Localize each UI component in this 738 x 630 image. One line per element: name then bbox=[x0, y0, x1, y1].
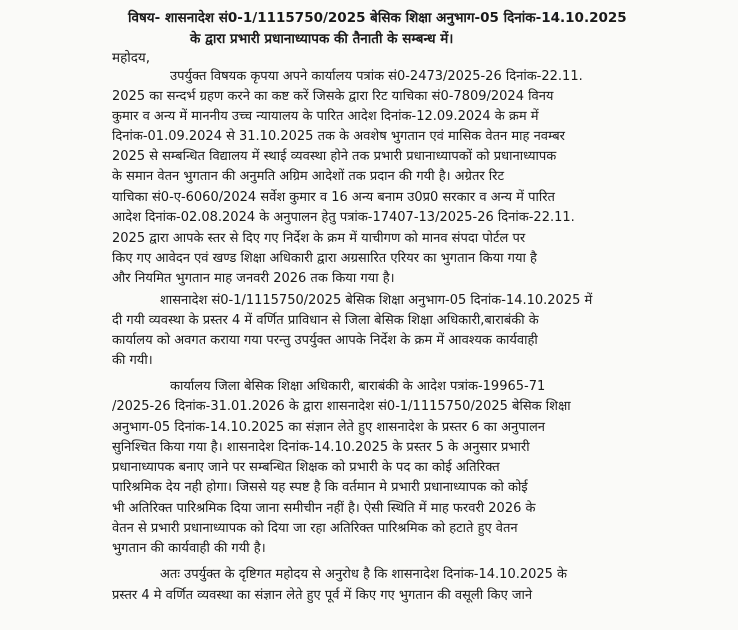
paragraph-1-line: आदेश दिनांक-02.08.2024 के अनुपालन हेतु पत्रांक-17407-13/2025-26 दिनांक-22.11. bbox=[112, 210, 575, 225]
paragraph-2-line: कार्यालय को अवगत कराया गया परन्तु उपर्युक्त आपके निर्देश के क्रम में आवश्यक कार्यवाही bbox=[112, 333, 538, 348]
paragraph-3-line: /2025-26 दिनांक-31.01.2026 के द्वारा शासनादेश सं0-1/1115750/2025 बेसिक शिक्षा bbox=[112, 399, 571, 414]
paragraph-3-line: कार्यालय जिला बेसिक शिक्षा अधिकारी, बाराबंकी के आदेश पत्रांक-19965-71 bbox=[170, 379, 546, 394]
paragraph-1-line: कुमार व अन्य में माननीय उच्च न्यायालय के पारित आदेश दिनांक-12.09.2024 के क्रम में bbox=[112, 109, 539, 124]
paragraph-1-line: किए गए आवेदन एवं खण्ड शिक्षा अधिकारी द्वारा अग्रसारित एरियर का भुगतान किया गया है bbox=[112, 251, 537, 266]
paragraph-1-line: 2025 का सन्दर्भ ग्रहण करने का कष्ट करें जिसके द्वारा रिट याचिका सं0-7809/2024 विनय bbox=[112, 89, 554, 104]
paragraph-1-line: याचिका सं0-ए-6060/2024 सर्वेश कुमार व 16 अन्य बनाम उ0प्र0 सरकार व अन्य में पारित bbox=[112, 190, 555, 205]
paragraph-1-line: 2025 द्वारा आपके स्तर से दिए गए निर्देश के क्रम में याचीगण को मानव संपदा पोर्टल पर bbox=[112, 231, 526, 246]
paragraph-3-line: प्रधानाध्यापक बनाए जाने पर सम्बन्धित शिक्षक को प्रभारी के पद का कोई अतिरिक्त bbox=[112, 460, 500, 475]
paragraph-1-line: उपर्युक्त विषयक कृपया अपने कार्यालय पत्रांक सं0-2473/2025-26 दिनांक-22.11. bbox=[170, 69, 583, 84]
paragraph-4-line: अतः उपर्युक्त के दृष्टिगत महोदय से अनुरोध है कि शासनादेश दिनांक-14.10.2025 के bbox=[160, 567, 568, 582]
paragraph-3-line: वेतन से प्रभारी प्रधानाध्यापक को दिया जा रहा अतिरिक्त पारिश्रमिक को हटाते हुए वेतन bbox=[112, 521, 518, 536]
paragraph-1-line: और नियमित भुगतान माह जनवरी 2026 तक किया गया है। bbox=[112, 271, 395, 286]
salutation: महोदय, bbox=[112, 50, 151, 66]
paragraph-3-line: सुनिश्चित किया गया है। शासनादेश दिनांक-14.10.2025 के प्रस्तर 5 के अनुसार प्रभारी bbox=[112, 440, 530, 455]
paragraph-3-line: भी अतिरिक्त पारिश्रमिक दिया जाना समीचीन नहीं है। ऐसी स्थिति में माह फरवरी 2026 के bbox=[112, 501, 536, 516]
paragraph-2-line: दी गयी व्यवस्था के प्रस्तर 4 में वर्णित प्राविधान से जिला बेसिक शिक्षा अधिकारी,बाराबंकी के bbox=[112, 313, 539, 328]
paragraph-1-line: 2025 से सम्बन्धित विद्यालय में स्थाई व्यवस्था होने तक प्रभारी प्रधानाध्यापकों को प्रधानाध्यापक bbox=[112, 149, 557, 164]
paragraph-1-line: दिनांक-01.09.2024 से 31.10.2025 तक के अवशेष भुगतान एवं मासिक वेतन माह नवम्बर bbox=[112, 129, 565, 144]
subject-line-1: विषय- शासनादेश सं0-1/1115750/2025 बेसिक शिक्षा अनुभाग-05 दिनांक-14.10.2025 bbox=[128, 10, 627, 26]
paragraph-3-line: अनुभाग-05 दिनांक-14.10.2025 का संज्ञान लेते हुए शासनादेश के प्रस्तर 6 का अनुपालन bbox=[112, 420, 546, 435]
paragraph-2-line: की गयी। bbox=[112, 353, 153, 368]
paragraph-4-line: प्रस्तर 4 मे वर्णित व्यवस्था का संज्ञान लेते हुए पूर्व में किए गए भुगतान की वसूली किए जाने bbox=[112, 588, 533, 603]
subject-line-2: के द्वारा प्रभारी प्रधानाध्यापक की तैनाती के सम्बन्ध में। bbox=[190, 31, 454, 47]
paragraph-3-line: पारिश्रमिक देय नही होगा। जिससे यह स्पष्ट है कि वर्तमान मे प्रभारी प्रधानाध्यापक को कोई bbox=[112, 480, 528, 495]
paragraph-3-line: भुगतान की कार्यवाही की गयी है। bbox=[112, 541, 266, 556]
paragraph-2-line: शासनादेश सं0-1/1115750/2025 बेसिक शिक्षा अनुभाग-05 दिनांक-14.10.2025 में bbox=[160, 293, 593, 308]
paragraph-1-line: के समान वेतन भुगतान की अनुमति अग्रिम आदेशों तक प्रदान की गयी है। अग्रेतर रिट bbox=[112, 169, 505, 184]
